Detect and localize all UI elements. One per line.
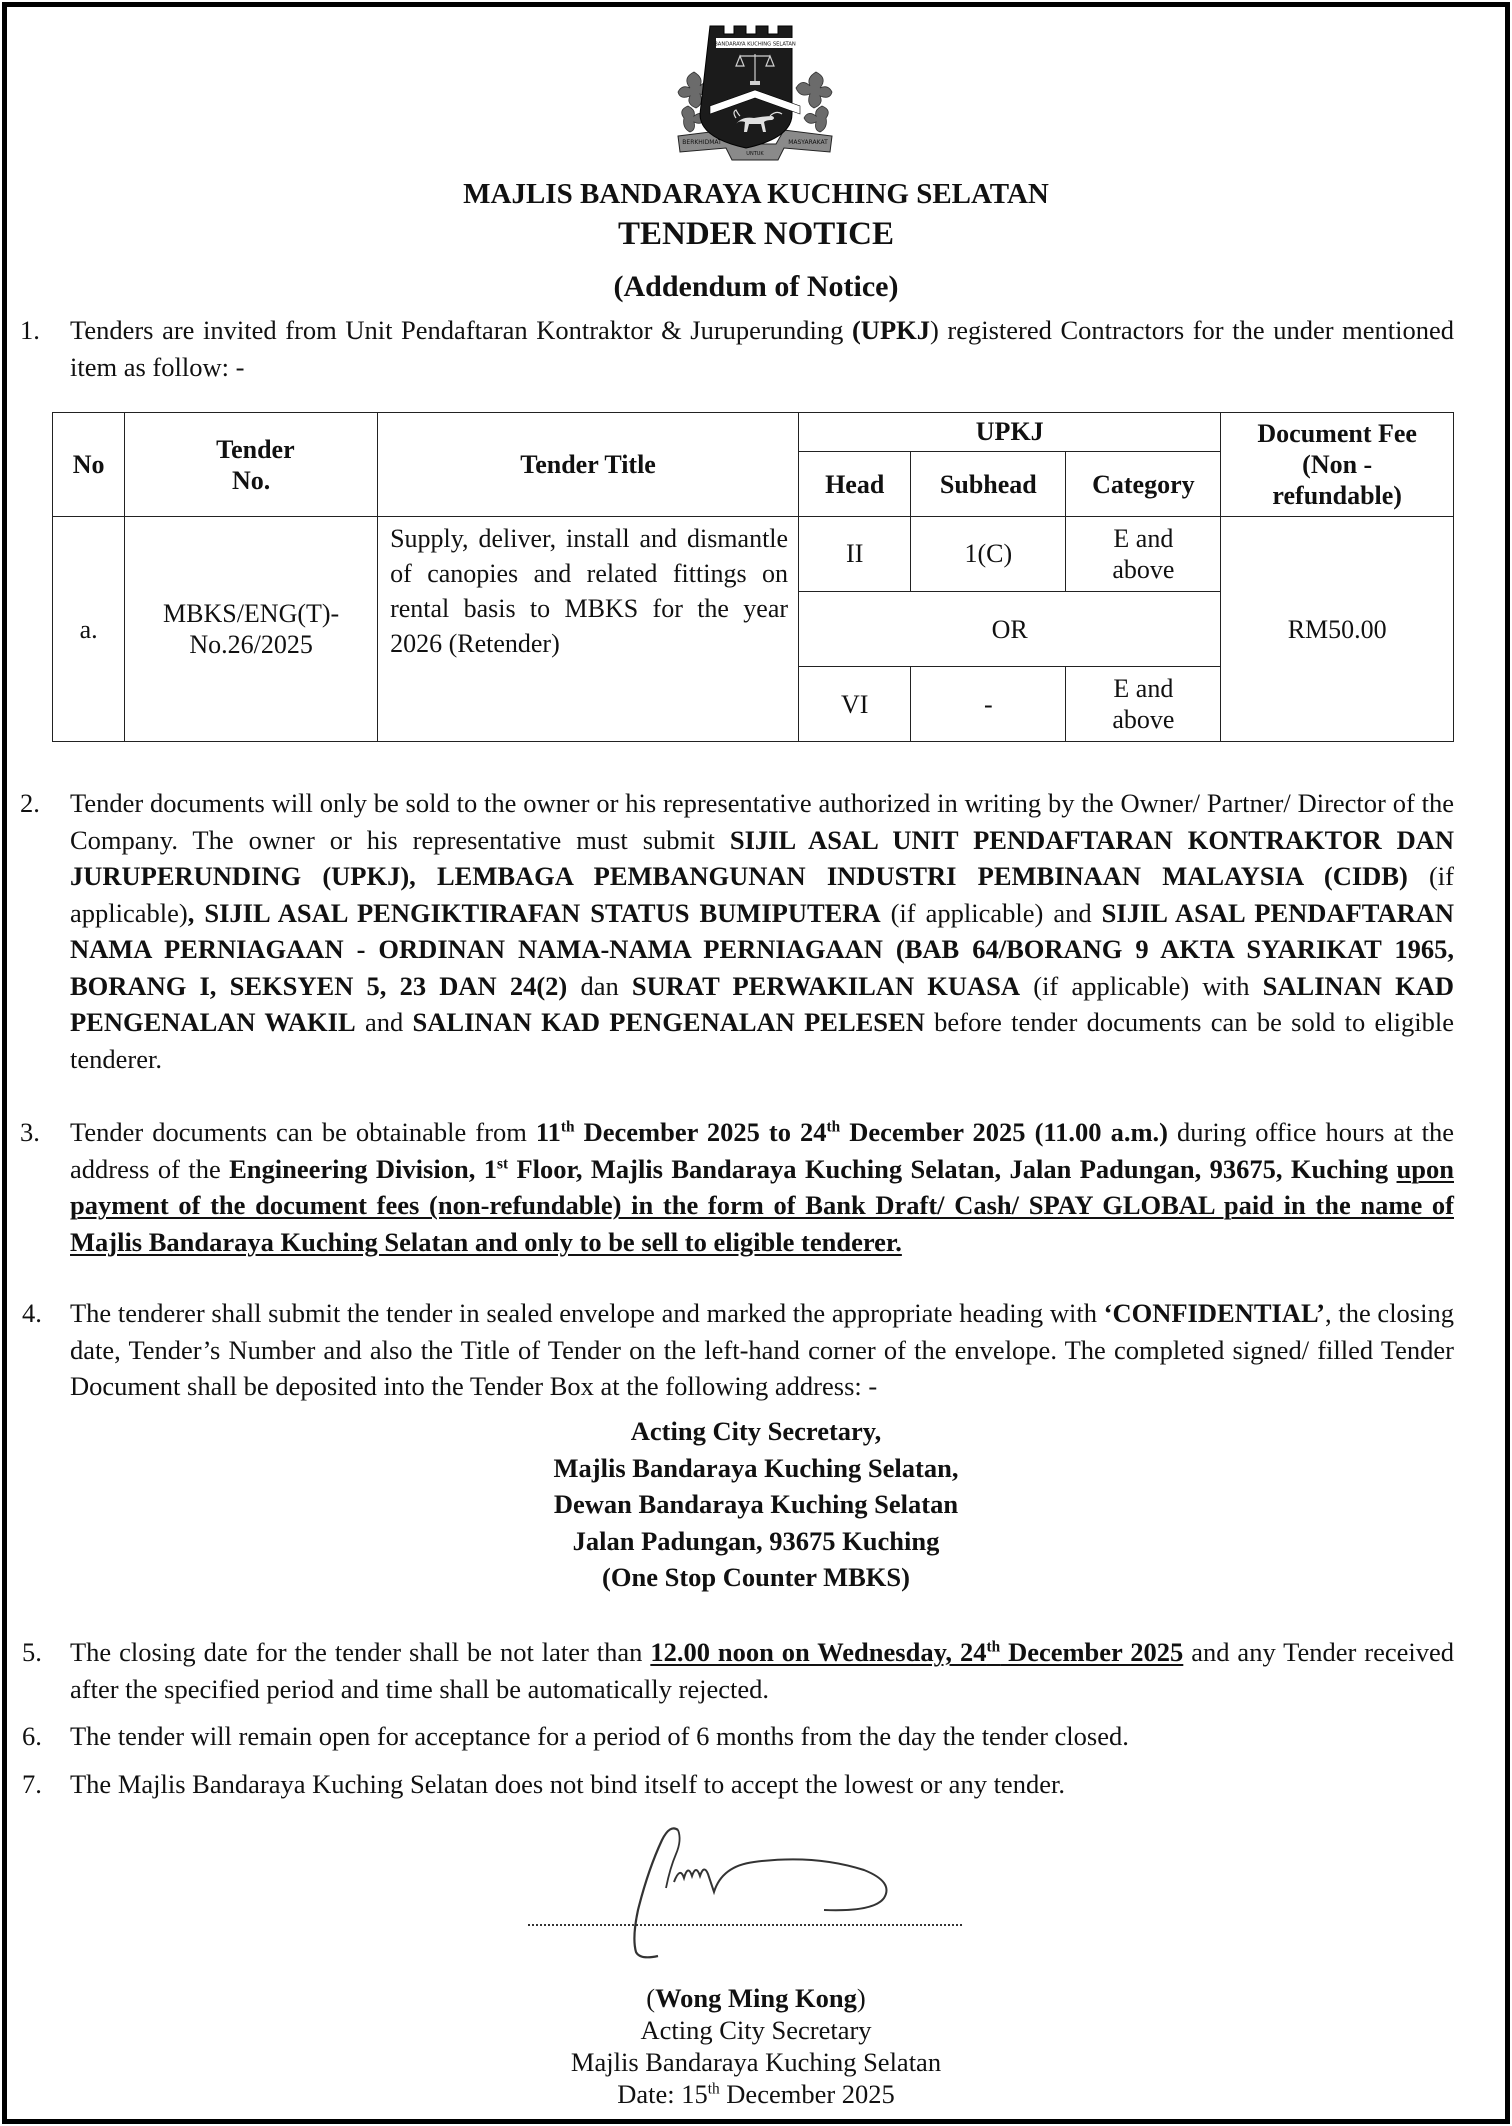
table-row	[53, 517, 1454, 592]
header-subhead: Subhead	[911, 451, 1066, 516]
cell-or-separator: OR	[799, 591, 1221, 667]
p2-bold-perniagaan: SIJIL ASAL PENDAFTARAN NAMA PERNIAGAAN - ORDINAN NAMA-NAMA PERNIAGAAN (BAB 64/BORANG 9 AKTA SYARIKAT 1965, BORANG I, SEKSYEN 5, 23 DAN 24(2)	[70, 897, 1455, 1001]
p4-bold-confidential: ‘CONFIDENTIAL’	[1103, 1298, 1326, 1328]
item-number: 4.	[22, 1298, 42, 1328]
item-number: 7.	[22, 1769, 42, 1799]
p2-bold-bumiputera: , SIJIL ASAL PENGIKTIRAFAN STATUS BUMIPUTERA	[187, 897, 881, 928]
header-upkj: UPKJ	[799, 413, 1221, 452]
cell-tender-no: MBKS/ENG(T)- No.26/2025	[125, 517, 378, 742]
notice-subtitle: (Addendum of Notice)	[613, 270, 899, 303]
p3-bold-dates: 11th December 2025 to 24th December 2025 (11.00 a.m.)	[535, 1117, 1168, 1147]
header-category: Category	[1066, 451, 1221, 516]
cell-no: a.	[53, 517, 125, 742]
p2-bold-surat: SURAT PERWAKILAN KUASA	[631, 970, 1021, 1001]
address-line: Dewan Bandaraya Kuching Selatan	[553, 1489, 959, 1519]
address-line: Acting City Secretary,	[630, 1416, 882, 1446]
header-tender-no: Tender No.	[125, 413, 378, 517]
crest-motto-right: MASYARAKAT	[788, 139, 828, 146]
crest-top-text: BANDARAYA KUCHING SELATAN	[714, 41, 796, 48]
cell-document-fee: RM50.00	[1221, 517, 1454, 742]
p1-text: Tenders are invited from Unit Pendaftaran Kontraktor & Juruperunding	[70, 315, 852, 345]
header-head: Head	[799, 451, 911, 516]
p3-bold-address: Engineering Division, 1st Floor, Majlis Bandaraya Kuching Selatan, Jalan Padungan, 93675, Kuching	[229, 1153, 1389, 1184]
crest-motto-left: BERKHIDMAT	[682, 139, 722, 146]
signoff-date: Date: 15th December 2025	[617, 2079, 895, 2109]
p1-bold-upkj: (UPKJ	[851, 315, 930, 345]
signatory-name: (Wong Ming Kong)	[646, 1983, 866, 2013]
address-line: Majlis Bandaraya Kuching Selatan,	[553, 1452, 959, 1483]
paragraph-4: The tenderer shall submit the tender in sealed envelope and marked the appropriate heading with ‘CONFIDENTIAL’, the closing date, Tender’s Number and also the Title of Tender on the left-hand corner of the envelope. The completed signed/ filled Tender Document shall be deposited into the Tender Box at the following address: -	[70, 1298, 1454, 1401]
handwritten-signature	[620, 1822, 960, 1960]
header-tender-title: Tender Title	[378, 413, 799, 517]
signatory-position: Acting City Secretary	[640, 2015, 872, 2045]
paragraph-1	[70, 312, 1454, 385]
p3-underlined-payment-terms: upon payment of the document fees (non-refundable) in the form of Bank Draft/ Cash/ SPAY GLOBAL paid in the name of Majlis Bandaraya Kuching Selatan and only to be sell to eligible tenderer.	[70, 1153, 1454, 1257]
item-number: 5.	[22, 1637, 42, 1667]
cell-category-option-1: E and above	[1066, 517, 1221, 592]
paragraph-2: Tender documents will only be sold to the owner or his representative authorized in writing by the Owner/ Partner/ Director of the Company. The owner or his representative must submit SIJIL ASAL UNIT PENDAFTARAN KONTRAKTOR DAN JURUPERUNDING (UPKJ), LEMBAGA PEMBANGUNAN INDUSTRI PEMBINAAN MALAYSIA (CIDB) (if applicable), SIJIL ASAL PENGIKTIRAFAN STATUS BUMIPUTERA (if applicable) and SIJIL ASAL PENDAFTARAN NAMA PERNIAGAAN - ORDINAN NAMA-NAMA PERNIAGAAN (BAB 64/BORANG 9 AKTA SYARIKAT 1965, BORANG I, SEKSYEN 5, 23 DAN 24(2) dan SURAT PERWAKILAN KUASA (if applicable) with SALINAN KAD PENGENALAN WAKIL and SALINAN KAD PENGENALAN PELESEN before tender documents can be sold to eligible tenderer.	[70, 788, 1455, 1074]
organization-title: MAJLIS BANDARAYA KUCHING SELATAN	[463, 178, 1049, 210]
cell-category-option-2: E and above	[1066, 667, 1221, 742]
item-number: 6.	[22, 1721, 42, 1751]
council-crest-logo	[670, 18, 840, 168]
signature-dotted-line	[528, 1924, 962, 1926]
crest-motto-center: UNTUK	[746, 151, 764, 157]
cell-tender-title: Supply, deliver, install and dismantle of canopies and related fittings on rental basis to MBKS for the year 2026 (Retender)	[378, 517, 799, 742]
item-number: 1.	[20, 315, 40, 345]
paragraph-5: The closing date for the tender shall be not later than 12.00 noon on Wednesday, 24th December 2025 and any Tender received after the specified period and time shall be automatically rejected.	[70, 1637, 1455, 1704]
cell-head-option-1: II	[799, 517, 911, 592]
p2-bold-kad-pelesen: SALINAN KAD PENGENALAN PELESEN	[412, 1007, 925, 1037]
signoff-block	[0, 1982, 1512, 2110]
p2-bold-kad-wakil: SALINAN KAD PENGENALAN WAKIL	[70, 970, 1454, 1037]
signatory-organization: Majlis Bandaraya Kuching Selatan	[570, 2047, 942, 2077]
p5-underlined-closing-date: 12.00 noon on Wednesday, 24th December 2025	[650, 1637, 1184, 1667]
item-number: 3.	[20, 1117, 40, 1147]
tender-table	[52, 412, 1454, 742]
p2-bold-upkj-cidb: SIJIL ASAL UNIT PENDAFTARAN KONTRAKTOR DAN JURUPERUNDING (UPKJ), LEMBAGA PEMBANGUNAN INDUSTRI PEMBINAAN MALAYSIA (CIDB)	[70, 824, 1454, 891]
paragraph-6: The tender will remain open for acceptance for a period of 6 months from the day the tender closed.	[70, 1721, 1129, 1751]
tender-box-address	[0, 1413, 1512, 1596]
cell-head-option-2: VI	[799, 667, 911, 742]
table-header-row	[53, 413, 1454, 452]
header-document-fee: Document Fee (Non - refundable)	[1221, 413, 1454, 517]
address-line: Jalan Padungan, 93675 Kuching	[572, 1525, 940, 1556]
cell-subhead-option-1: 1(C)	[911, 517, 1066, 592]
paragraph-7: The Majlis Bandaraya Kuching Selatan does not bind itself to accept the lowest or any tender.	[70, 1769, 1065, 1799]
address-line: (One Stop Counter MBKS)	[602, 1562, 910, 1592]
item-number: 2.	[20, 788, 40, 818]
cell-subhead-option-2: -	[911, 667, 1066, 742]
header-no: No	[53, 413, 125, 517]
notice-title: TENDER NOTICE	[618, 216, 894, 252]
p1-text-2: ) registered Contractors for the under mentioned item as follow: -	[70, 315, 1454, 382]
paragraph-3: Tender documents can be obtainable from 11th December 2025 to 24th December 2025 (11.00 a.m.) during office hours at the address of the Engineering Division, 1st Floor, Majlis Bandaraya Kuching Selatan, Jalan Padungan, 93675, Kuching upon payment of the document fees (non-refundable) in the form of Bank Draft/ Cash/ SPAY GLOBAL paid in the name of Majlis Bandaraya Kuching Selatan and only to be sell to eligible tenderer.	[70, 1117, 1455, 1257]
